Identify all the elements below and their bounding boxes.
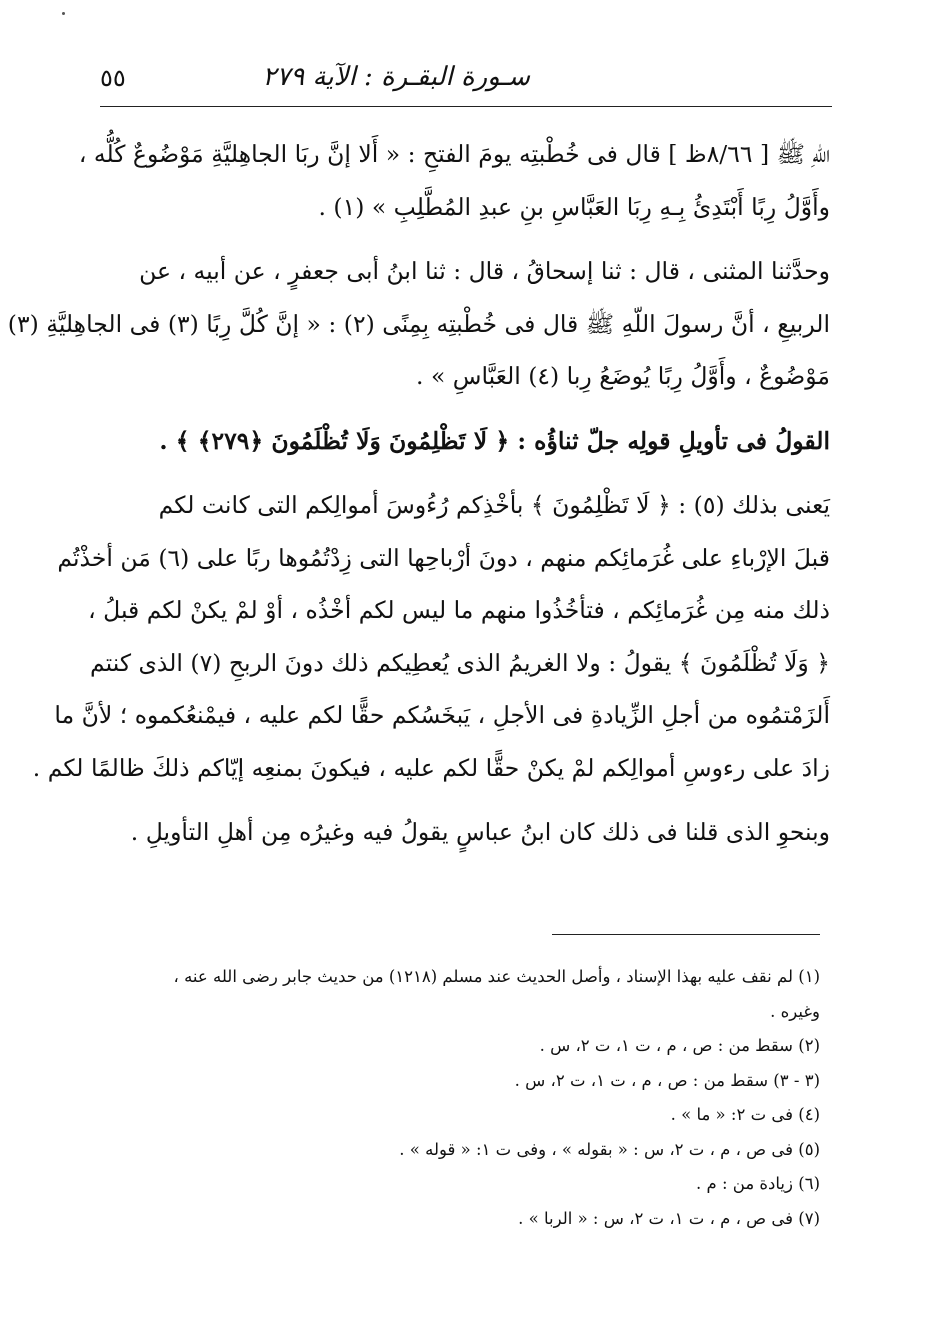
section-heading: القولُ فى تأويلِ قولِه جلّ ثناؤُه : ﴿ لَا تَظْلِمُونَ وَلَا تُظْلَمُونَ ﴿٢٧٩﴾ ﴾ .	[159, 426, 830, 455]
main-text	[7, 128, 830, 859]
footnote: (٧) فى ص ، م ، ت ١، ت ٢، س : « الربا » .	[518, 1208, 820, 1228]
footnote: (٤) فى ت ٢: « ما » .	[670, 1105, 820, 1124]
footnote: (٢) سقط من : ص ، م ، ت ١، ت ٢، س .	[539, 1036, 820, 1055]
page-header	[100, 58, 830, 102]
text-line: يَعنى بذلك (٥) : ﴿ لَا تَظْلِمُونَ ﴾ بأخْذِكم رُءُوسَ أموالِكم التى كانت لكم	[158, 491, 830, 519]
text-line: ﴿ وَلَا تُظْلَمُونَ ﴾ يقولُ : ولا الغريمُ الذى يُعطِيكم ذلك دونَ الربحِ (٧) الذى كنتم	[90, 648, 830, 677]
text-line: قبلَ الإرْباءِ على غُرَمائِكم منهم ، دونَ أرْباحِها التى زِدْتُمُوها ربًا على (٦) مَن أخذْتُم	[57, 543, 830, 572]
running-title: سـورة البقـرة : الآية ٢٧٩	[262, 62, 530, 92]
footnote: (٣ - ٣) سقط من : ص ، م ، ت ١، ت ٢، س .	[514, 1070, 820, 1090]
text-line: وبنحوِ الذى قلنا فى ذلك كان ابنُ عباسٍ يقولُ فيه وغيرُه مِن أهلِ التأويلِ .	[130, 818, 830, 846]
text-line: أَلزَمْتمُوه من أجلِ الزِّيادةِ فى الأجلِ ، يَبخَسُكم حقًّا لكم عليه ، فيمْنعُكموه ؛ لأنَّ ما	[54, 701, 830, 729]
page-number: ٥٥	[100, 64, 126, 92]
footnote: (٥) فى ص ، م ، ت ٢، س : « بقوله » ، وفى ت ١: « قوله » .	[399, 1139, 820, 1159]
text-line: الربيعِ ، أنَّ رسولَ اللّهِ ﷺ قال فى خُطْبتِه بِمِنًى (٢) : « إنَّ كُلَّ رِبًا (٣) فى الجاهِليَّةِ (٣)	[7, 309, 830, 338]
text-line: زادَ على رءوسِ أموالِكم لمْ يكنْ حقًّا لكم عليه ، فيكونَ بمنعِه إيّاكم ذلكَ ظالمًا لكم .	[32, 753, 830, 782]
text-line: ذلك منه مِن غُرَمائِكم ، فتأخُذُوا منهم ما ليس لكم أخْذُه ، أوْ لمْ يكنْ لكم قبلُ ،	[88, 596, 830, 624]
footnote: (٦) زيادة من : م .	[696, 1174, 820, 1193]
text-line: اللّهِ ﷺ [ ٨/٦٦ظ ] قال فى خُطْبتِه يومَ الفتحِ : « أَلا إنَّ ربَا الجاهِليَّةِ مَوْضُوعٌ كُلُّه ،	[78, 140, 830, 168]
text-line: مَوْضُوعٌ ، وأَوَّلُ رِبًا يُوضَعُ رِبا (٤) العَبَّاسِ » .	[416, 362, 830, 390]
footnote-separator	[552, 934, 820, 935]
footnote: (١) لم نقف عليه بهذا الإسناد ، وأصل الحديث عند مسلم (١٢١٨) من حديث جابر رضى الله عنه ،	[173, 967, 820, 986]
header-rule	[100, 106, 832, 107]
text-line: وحدَّثنا المثنى ، قال : ثنا إسحاقُ ، قال : ثنا ابنُ أبى جعفرٍ ، عن أبيه ، عن	[139, 257, 830, 285]
text-line: وأَوَّلُ رِبًا أَبْتَدِئُ بِـهِ رِبَا العَبَّاسِ بنِ عبدِ المُطَّلِبِ » (١) .	[318, 192, 830, 221]
footnotes	[110, 960, 820, 1236]
footnote: وغيره .	[770, 1001, 820, 1021]
margin-dot	[62, 12, 65, 15]
